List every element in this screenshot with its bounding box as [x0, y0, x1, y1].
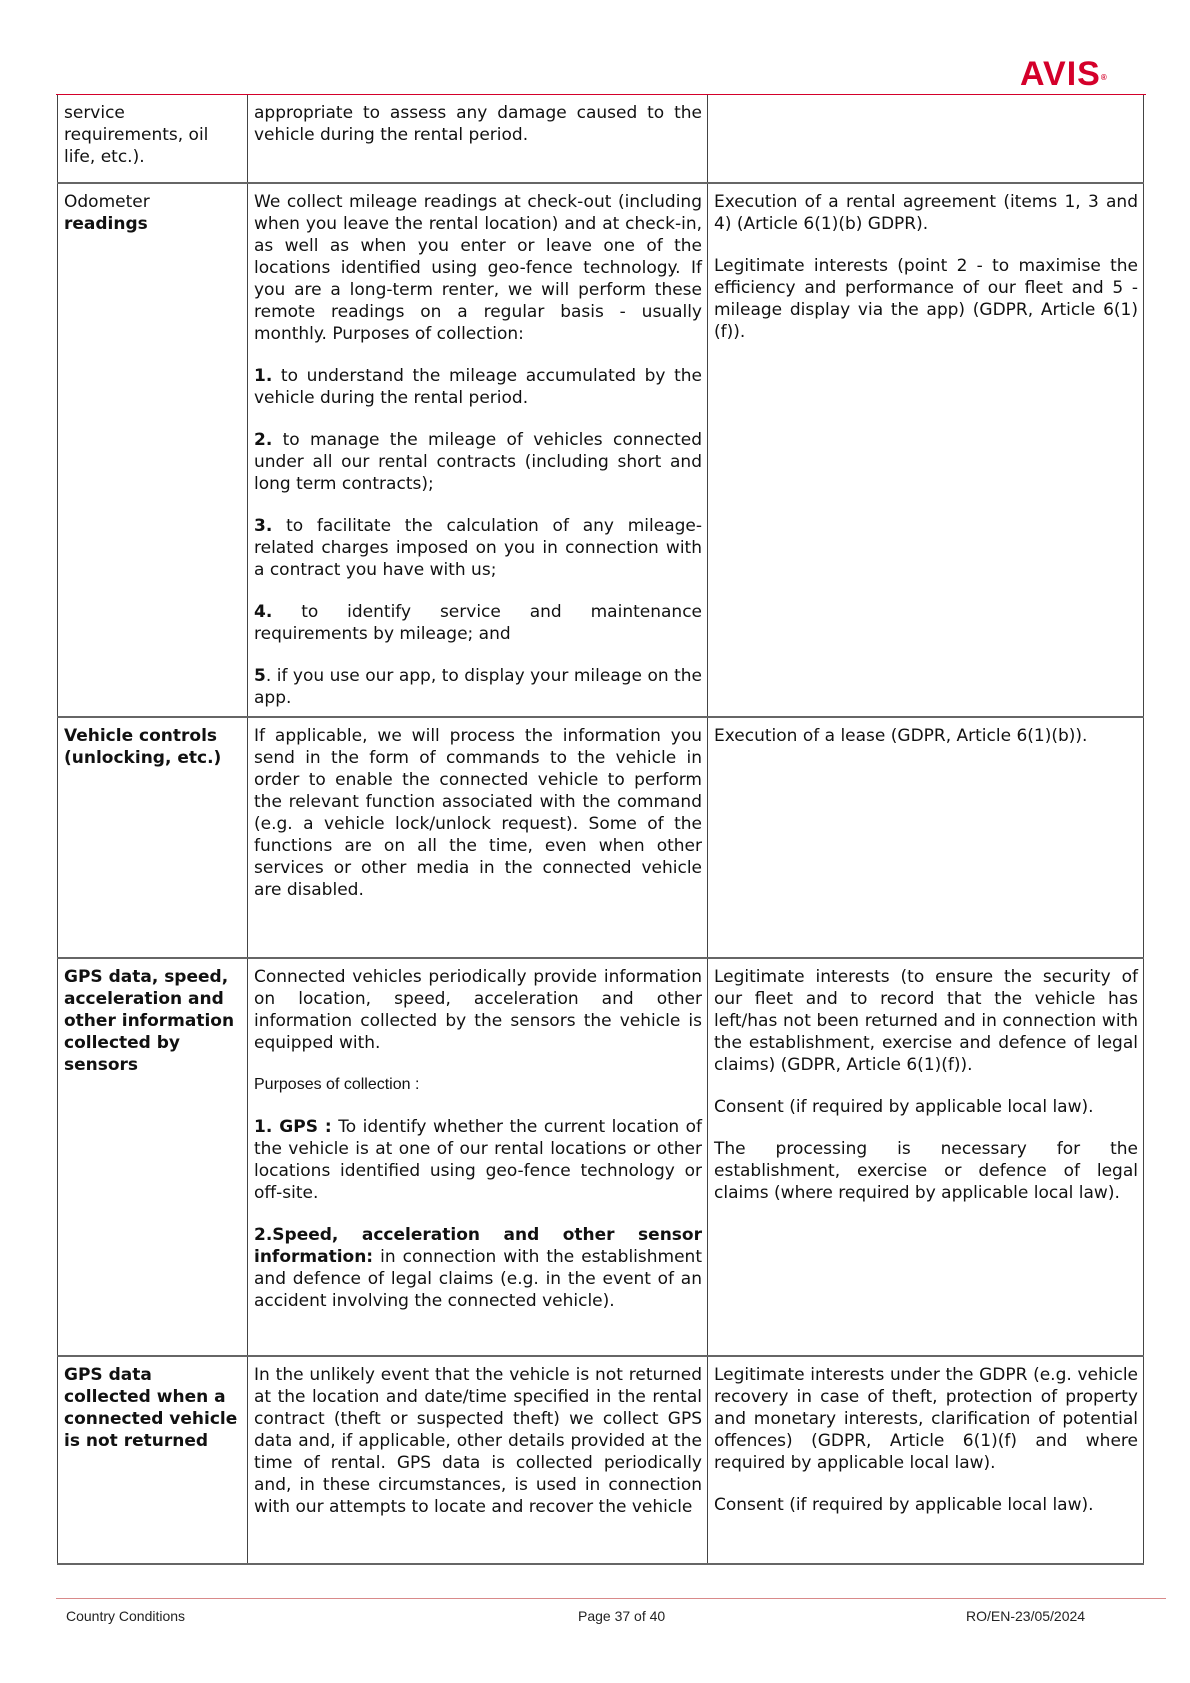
logo-text: AVIS — [1020, 55, 1101, 93]
description-cell: We collect mileage readings at check-out (including when you leave the rental location) and at check-in, as well as when you enter or leave one of the locations identified using geo-fence technology. If you are a long-term renter, we will perform these remote readings on a regular basis - usually monthly. Purposes of collection: 1. to understand the mileage accumulated by the vehicle during the rental period. 2. to manage the mileage of vehicles connected under all our rental contracts (including short and long term contracts); 3. to facilitate the calculation of any mileage-related charges imposed on you in connection with a contract you have with us; 4. to identify service and maintenance requirements by mileage; and 5. if you use our app, to display your mileage on the app. — [248, 183, 708, 717]
purpose-item: 5. if you use our app, to display your mileage on the app. — [254, 666, 702, 708]
category-cell: Odometer readings — [58, 183, 248, 717]
purpose-item: 2. to manage the mileage of vehicles connected under all our rental contracts (including short and long term contracts); — [254, 430, 702, 494]
data-processing-table — [57, 95, 1144, 1565]
footer-document-title: Country Conditions — [66, 1608, 186, 1624]
table-row — [58, 717, 1144, 958]
footer-page-number: Page 37 of 40 — [578, 1608, 666, 1624]
category-cell: GPS data, speed, acceleration and other information collected by sensors — [58, 958, 248, 1356]
legal-basis-cell: Execution of a rental agreement (items 1, 3 and 4) (Article 6(1)(b) GDPR). Legitimate interests (point 2 - to maximise the efficiency and performance of our fleet and 5 - mileage display via the app) (GDPR, Article 6(1)(f)). — [708, 183, 1144, 717]
legal-basis-cell: Execution of a lease (GDPR, Article 6(1)(b)). — [708, 717, 1144, 958]
category-cell: Vehicle controls (unlocking, etc.) — [58, 717, 248, 958]
table-row — [58, 958, 1144, 1356]
legal-basis-cell: Legitimate interests under the GDPR (e.g. vehicle recovery in case of theft, protection of property and monetary interests, clarification of potential offences) (GDPR, Article 6(1)(f) and where required by applicable local law). Consent (if required by applicable local law). — [708, 1356, 1144, 1564]
legal-basis-cell — [708, 95, 1144, 183]
purpose-item: 3. to facilitate the calculation of any mileage-related charges imposed on you in connection with a contract you have with us; — [254, 516, 702, 580]
avis-logo — [1020, 56, 1108, 92]
description-cell: appropriate to assess any damage caused to the vehicle during the rental period. — [248, 95, 708, 183]
legal-basis-cell: Legitimate interests (to ensure the security of our fleet and to record that the vehicle has left/has not been returned and in connection with the establishment, exercise and defence of legal claims) (GDPR, Article 6(1)(f)). Consent (if required by applicable local law). The processing is necessary for the establishment, exercise or defence of legal claims (where required by applicable local law). — [708, 958, 1144, 1356]
category-cell: service requirements, oil life, etc.). — [58, 95, 248, 183]
description-cell: If applicable, we will process the information you send in the form of commands to the vehicle in order to enable the connected vehicle to perform the relevant function associated with the command (e.g. a vehicle lock/unlock request). Some of the functions are on all the time, even when other services or other media in the connected vehicle are disabled. — [248, 717, 708, 958]
registered-mark: ® — [1100, 73, 1108, 82]
table-row — [58, 1356, 1144, 1564]
footer-rule — [56, 1598, 1166, 1599]
purpose-item: 1. GPS : To identify whether the current location of the vehicle is at one of our rental locations or other locations identified using geo-fence technology or off-site. — [254, 1117, 702, 1203]
description-cell: In the unlikely event that the vehicle is not returned at the location and date/time specified in the rental contract (theft or suspected theft) we collect GPS data and, if applicable, other details provided at the time of rental. GPS data is collected periodically and, in these circumstances, is used in connection with our attempts to locate and recover the vehicle — [248, 1356, 708, 1564]
description-cell: Connected vehicles periodically provide information on location, speed, acceleration and other information collected by the sensors the vehicle is equipped with. Purposes of collection : 1. GPS : To identify whether the current location of the vehicle is at one of our rental locations or other locations identified using geo-fence technology or off-site. 2.Speed, acceleration and other sensor information: in connection with the establishment and defence of legal claims (e.g. in the event of an accident involving the connected vehicle). — [248, 958, 708, 1356]
purpose-item: 2.Speed, acceleration and other sensor information: in connection with the establishment and defence of legal claims (e.g. in the event of an accident involving the connected vehicle). — [254, 1225, 702, 1311]
table-row — [58, 183, 1144, 717]
category-cell: GPS data collected when a connected vehicle is not returned — [58, 1356, 248, 1564]
table-row — [58, 95, 1144, 183]
footer-version-date: RO/EN-23/05/2024 — [966, 1608, 1086, 1624]
purpose-item: 1. to understand the mileage accumulated by the vehicle during the rental period. — [254, 366, 702, 408]
purpose-item: 4. to identify service and maintenance requirements by mileage; and — [254, 602, 702, 644]
